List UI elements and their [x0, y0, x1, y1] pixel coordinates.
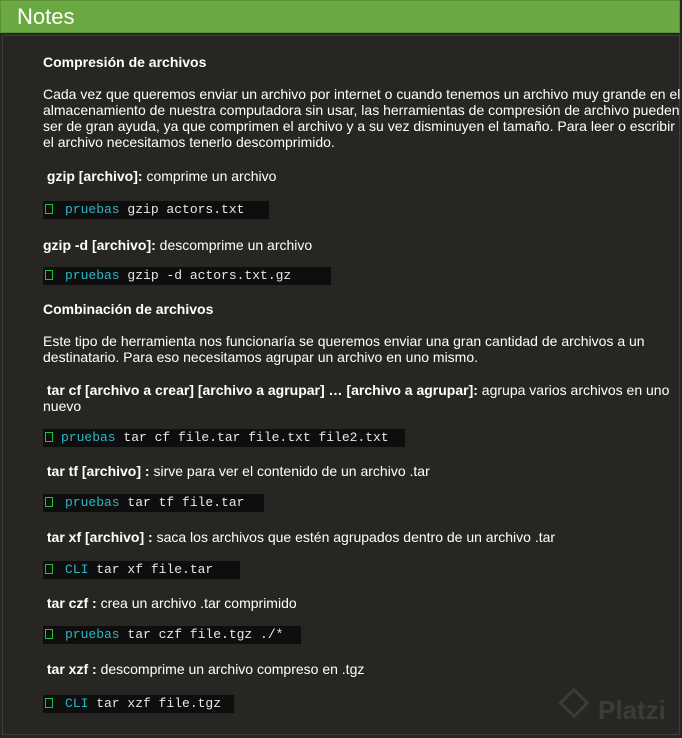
item-desc: crea un archivo .tar comprimido	[96, 595, 297, 611]
command: tar xzf file.tgz	[88, 696, 229, 711]
code-block	[43, 561, 240, 579]
item-cmd: tar cf [archivo a crear] [archivo a agrupar] … [archivo a agrupar]:	[46, 382, 478, 398]
section-title-combination: Combinación de archivos	[43, 301, 214, 317]
code-block	[43, 626, 301, 644]
terminal-icon	[45, 564, 53, 574]
item-cmd: gzip [archivo]:	[46, 168, 143, 184]
command: tar czf file.tgz ./*	[119, 627, 292, 642]
prompt: CLI	[65, 562, 89, 577]
item-desc: comprime un archivo	[142, 168, 277, 184]
terminal-icon	[45, 204, 53, 214]
item-gzip	[43, 168, 682, 184]
item-tar-xzf	[43, 661, 682, 677]
prompt: pruebas	[65, 202, 120, 217]
terminal-icon	[45, 270, 53, 280]
prompt: CLI	[65, 696, 89, 711]
item-cmd: tar tf [archivo] :	[46, 463, 150, 479]
item-tar-czf	[43, 595, 682, 611]
notes-title: Notes	[17, 4, 75, 29]
compression-intro: Cada vez que queremos enviar un archivo por internet o cuando tenemos un archivo muy grande en el almacenamiento de nuestra computadora sin usar, las herramientas de compresión de archivo pueden ser de gran ayuda, ya que comprimen el archivo y a su vez disminuyen el tamaño. Para leer o escribir el archivo necesitamos tenerlo descomprimido.	[43, 86, 681, 150]
prompt: pruebas	[65, 627, 120, 642]
item-cmd: gzip -d [archivo]:	[43, 237, 156, 253]
item-tar-cf	[43, 382, 682, 414]
terminal-icon	[45, 698, 53, 708]
command: tar cf file.tar file.txt file2.txt	[115, 430, 397, 445]
item-desc: descomprime un archivo compreso en .tgz	[96, 661, 365, 677]
item-desc: agrupa varios archivos en uno nuevo	[43, 382, 670, 414]
item-desc: descomprime un archivo	[155, 237, 313, 253]
item-desc: sirve para ver el contenido de un archivo .tar	[149, 463, 430, 479]
code-block	[43, 429, 405, 447]
platzi-watermark: Platzi	[598, 695, 666, 725]
command: gzip -d actors.txt.gz	[119, 268, 300, 283]
prompt: pruebas	[65, 495, 120, 510]
terminal-icon	[45, 432, 53, 442]
command: tar tf file.tar	[119, 495, 253, 510]
command: tar xf file.tar	[88, 562, 229, 577]
item-cmd: tar xf [archivo] :	[46, 529, 153, 545]
section-title-compression: Compresión de archivos	[43, 54, 207, 70]
item-tar-tf	[43, 463, 682, 479]
item-cmd: tar czf :	[46, 595, 97, 611]
combination-intro: Este tipo de herramienta nos funcionaría se queremos enviar una gran cantidad de archivos a un destinatario. Para eso necesitamos agrupar un archivo en uno mismo.	[43, 333, 645, 365]
notes-header	[0, 0, 680, 33]
code-block	[43, 494, 264, 512]
code-block	[43, 267, 331, 285]
code-block	[43, 695, 234, 713]
item-desc: saca los archivos que estén agrupados dentro de un archivo .tar	[152, 529, 556, 545]
prompt: pruebas	[65, 268, 120, 283]
terminal-icon	[45, 497, 53, 507]
command: gzip actors.txt	[119, 202, 253, 217]
item-tar-xf	[43, 529, 682, 545]
item-cmd: tar xzf :	[46, 661, 97, 677]
item-gzip-d	[43, 237, 682, 253]
prompt: pruebas	[61, 430, 116, 445]
terminal-icon	[45, 629, 53, 639]
code-block	[43, 201, 269, 219]
